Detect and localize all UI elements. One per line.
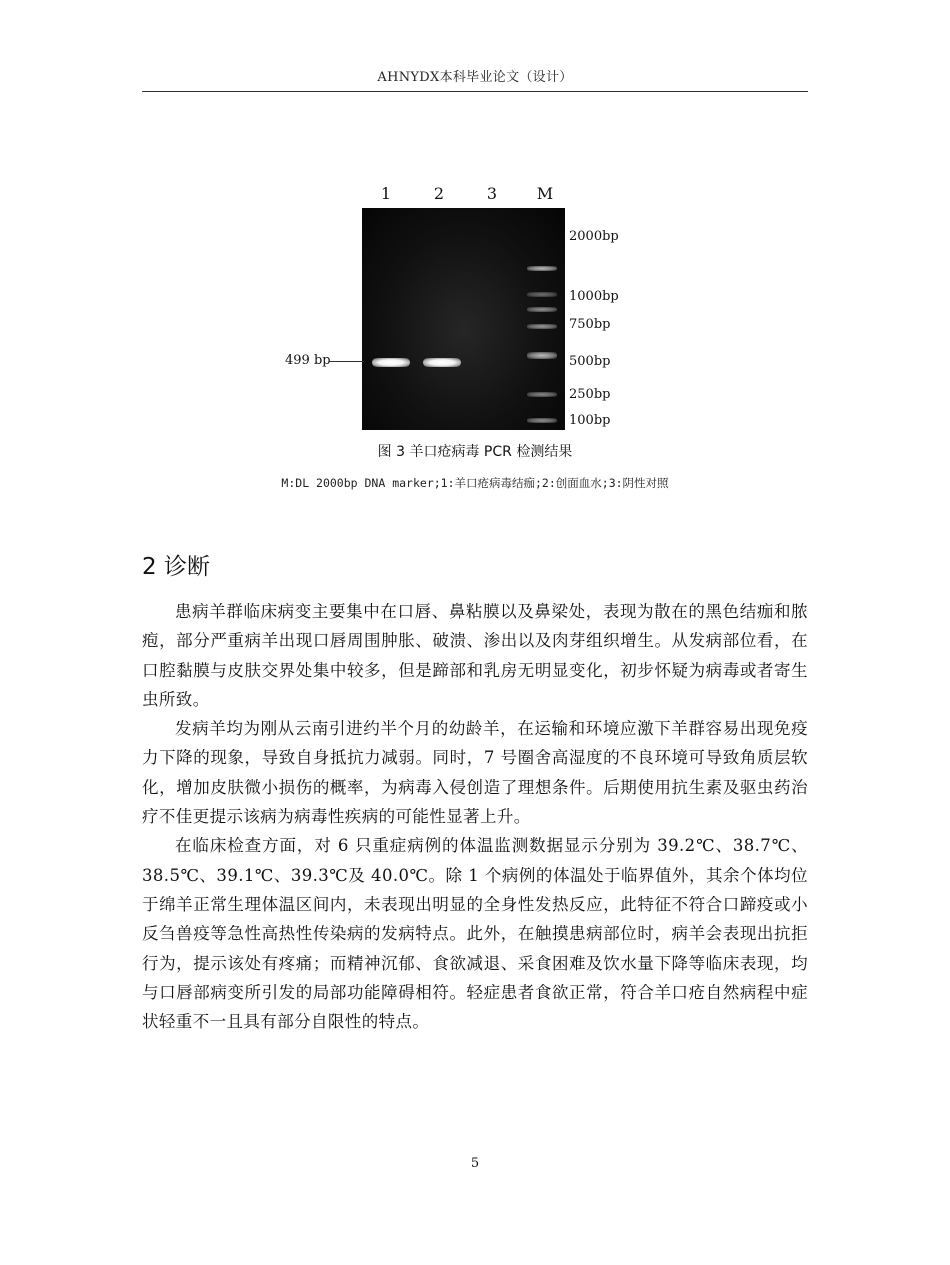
running-header: AHNYDX本科毕业论文（设计） xyxy=(377,70,573,85)
lane-label-1: 1 xyxy=(380,184,392,203)
figure-subcaption: M:DL 2000bp DNA marker;1:羊口疮病毒结痂;2:创面血水;3:阴性对照 xyxy=(281,476,669,490)
marker-label-750: 750bp xyxy=(569,317,611,332)
ladder-band-1000 xyxy=(527,307,557,312)
lane-label-3: 3 xyxy=(486,184,498,203)
marker-label-1000: 1000bp xyxy=(569,289,619,304)
ladder-band-250 xyxy=(527,392,557,397)
marker-label-2000: 2000bp xyxy=(569,229,619,244)
paragraph-3: 在临床检查方面，对 6 只重症病例的体温监测数据显示分别为 39.2℃、38.7℃、38.5℃、39.1℃、39.3℃及 40.0℃。除 1 个病例的体温处于临界值外，其余个体均位于绵羊正常生理体温区间内，未表现出明显的全身性发热反应，此特征不符合口蹄疫或小反刍兽疫等急性高热性传染病的发病特点。此外，在触摸患病部位时，病羊会表现出抗拒行为，提示该处有疼痛；而精神沉郁、食欲减退、采食困难及饮水量下降等临床表现，均与口唇部病变所引发的局部功能障碍相符。轻症患者食欲正常，符合羊口疮自然病程中症状轻重不一且具有部分自限性的特点。 xyxy=(142,836,808,1032)
ladder-band-500 xyxy=(527,352,557,359)
band-lane-2 xyxy=(423,358,461,367)
gel-figure xyxy=(275,180,635,440)
marker-label-100: 100bp xyxy=(569,413,611,428)
ladder-band-100 xyxy=(527,418,557,423)
header-rule xyxy=(142,91,808,92)
figure-caption: 图 3 羊口疮病毒 PCR 检测结果 xyxy=(377,444,573,460)
ladder-band-750 xyxy=(527,324,557,329)
ladder-band-2000 xyxy=(527,266,557,271)
band-size-label: 499 bp xyxy=(285,353,331,368)
body-text xyxy=(142,597,808,1036)
page-number: 5 xyxy=(470,1156,480,1171)
paragraph-2: 发病羊均为刚从云南引进约半个月的幼龄羊，在运输和环境应激下羊群容易出现免疫力下降的现象，导致自身抵抗力减弱。同时，7 号圈舍高湿度的不良环境可导致角质层软化，增加皮肤微小损伤的概率，为病毒入侵创造了理想条件。后期使用抗生素及驱虫药治疗不佳更提示该病为病毒性疾病的可能性显著上升。 xyxy=(142,719,808,827)
paragraph-1: 患病羊群临床病变主要集中在口唇、鼻粘膜以及鼻梁处，表现为散在的黑色结痂和脓疱，部分严重病羊出现口唇周围肿胀、破溃、渗出以及肉芽组织增生。从发病部位看，在口腔黏膜与皮肤交界处集中较多，但是蹄部和乳房无明显变化，初步怀疑为病毒或者寄生虫所致。 xyxy=(142,602,808,709)
section-heading: 2 诊断 xyxy=(142,554,210,580)
ladder-band-1500 xyxy=(527,292,557,297)
lane-label-m: M xyxy=(536,184,554,203)
lane-label-2: 2 xyxy=(433,184,445,203)
band-lane-1 xyxy=(372,358,410,367)
band-size-pointer xyxy=(330,361,364,362)
marker-label-250: 250bp xyxy=(569,387,611,402)
marker-label-500: 500bp xyxy=(569,354,611,369)
